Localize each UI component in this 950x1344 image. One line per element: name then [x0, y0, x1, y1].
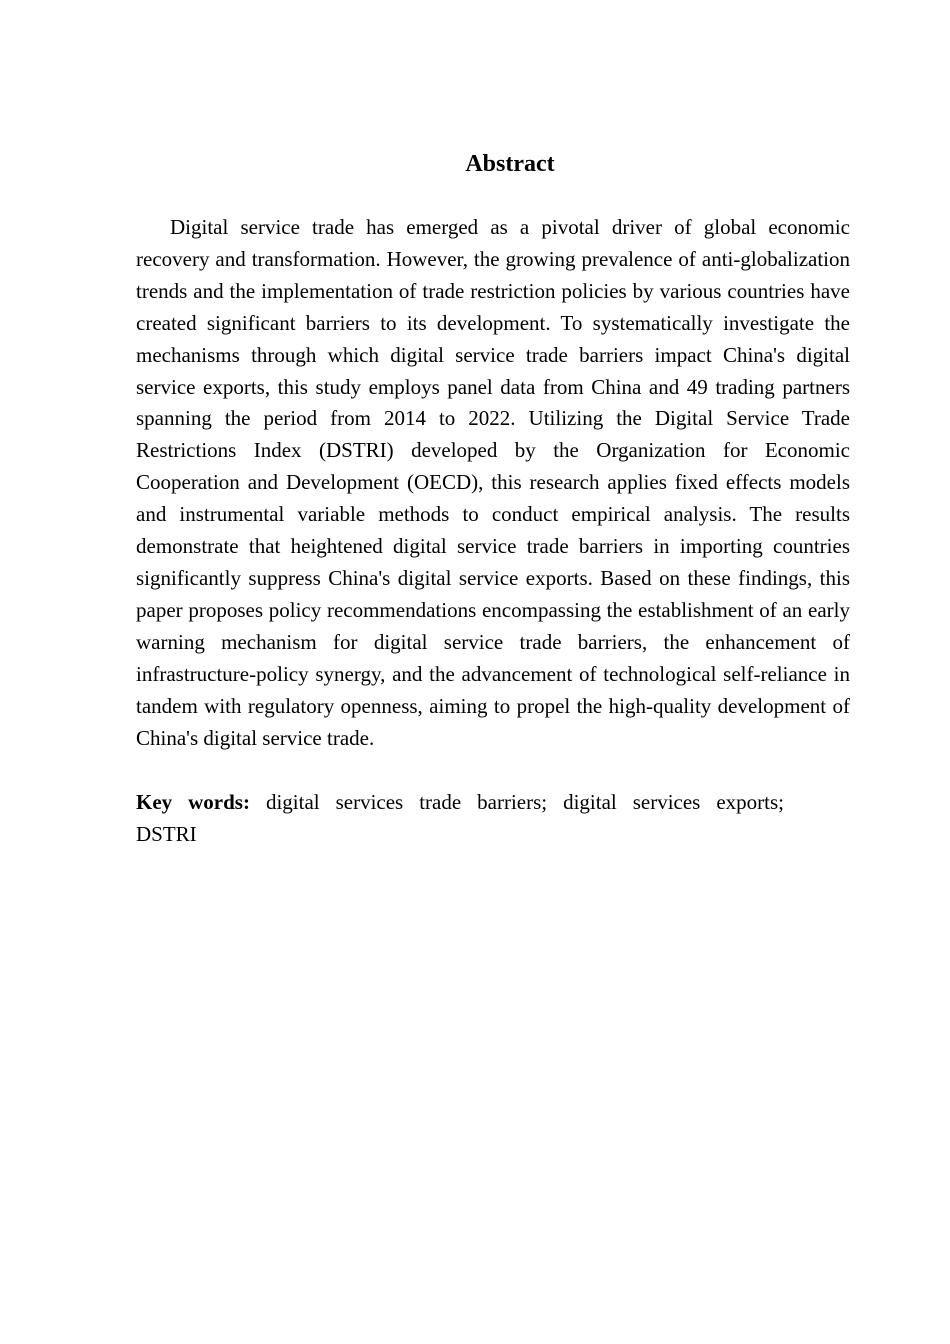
keywords-label: Key words:	[136, 790, 250, 814]
keywords-text: digital services trade barriers; digital services exports; DSTRI	[136, 790, 784, 846]
abstract-paragraph: Digital service trade has emerged as a pivotal driver of global economic recovery and transformation. However, the growing prevalence of anti-globalization trends and the implementation of trade restriction policies by various countries have created significant barriers to its development. To systematically investigate the mechanisms through which digital service trade barriers impact China's digital service exports, this study employs panel data from China and 49 trading partners spanning the period from 2014 to 2022. Utilizing the Digital Service Trade Restrictions Index (DSTRI) developed by the Organization for Economic Cooperation and Development (OECD), this research applies fixed effects models and instrumental variable methods to conduct empirical analysis. The results demonstrate that heightened digital service trade barriers in importing countries significantly suppress China's digital service exports. Based on these findings, this paper proposes policy recommendations encompassing the establishment of an early warning mechanism for digital service trade barriers, the enhancement of infrastructure-policy synergy, and the advancement of technological self-reliance in tandem with regulatory openness, aiming to propel the high-quality development of China's digital service trade.	[136, 215, 850, 750]
keywords-line	[136, 786, 784, 850]
abstract-heading: Abstract	[465, 151, 555, 177]
